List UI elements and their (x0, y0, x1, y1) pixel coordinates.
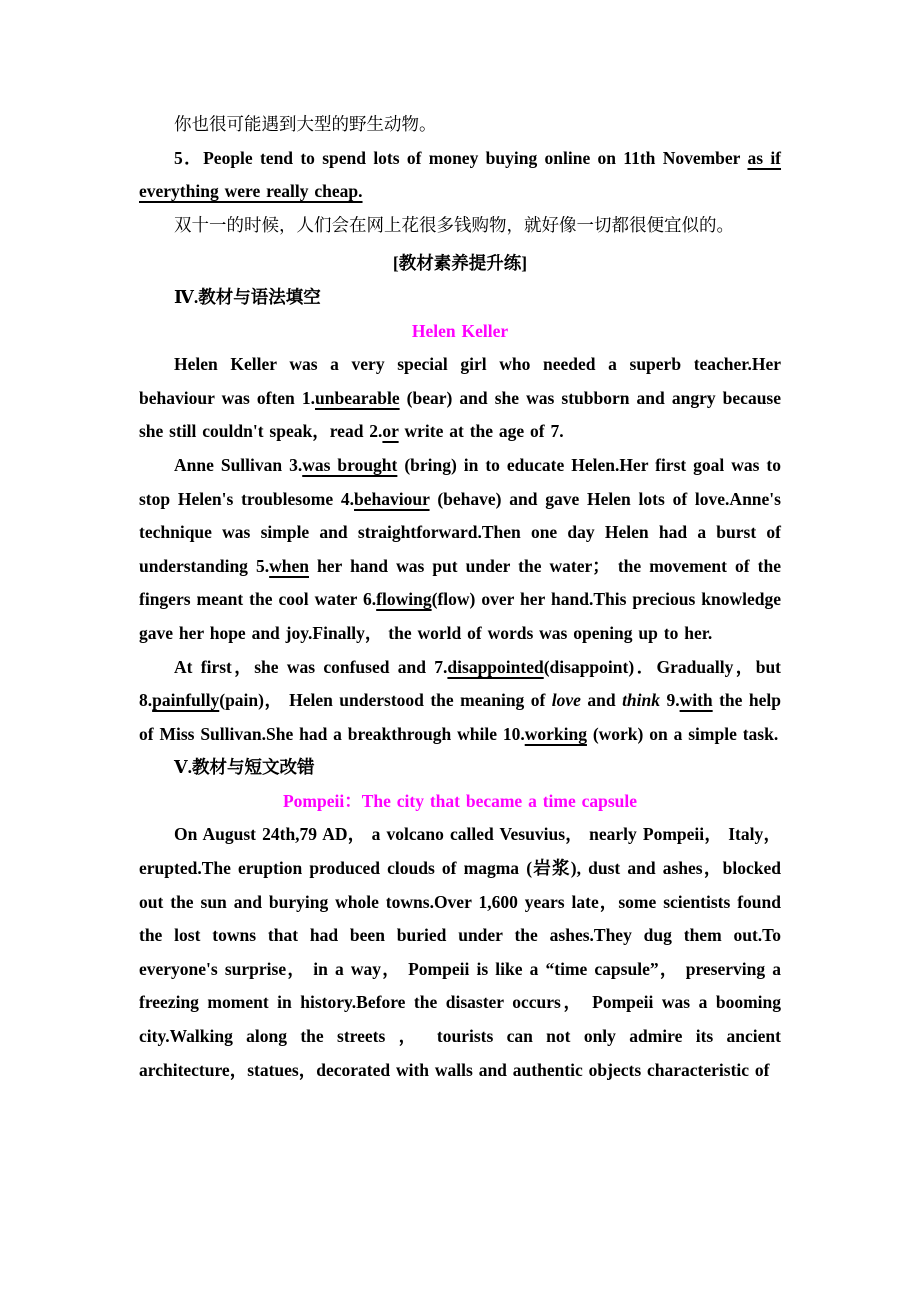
blank-answer: when (269, 555, 309, 576)
text-segment: Anne Sullivan 3. (174, 454, 303, 475)
text-segment: 5．People tend to spend lots of money buying online on 11th November (174, 147, 748, 168)
blank-answer: behaviour (354, 488, 430, 509)
text-segment: (disappoint)．Gradually，but 8. (139, 656, 782, 711)
passage-paragraph (139, 651, 781, 752)
passage-paragraph (139, 818, 781, 1087)
italic-term: love (551, 690, 581, 711)
text-segment: her hand was put under the water； the movement of the fingers meant the cool water 6. (139, 555, 781, 610)
passage-paragraph (139, 348, 781, 449)
blank-answer: with (679, 690, 713, 711)
text-segment: (bear) and she was stubborn and angry because she still couldn't speak，read 2. (139, 387, 781, 442)
text-segment: 9. (660, 690, 680, 711)
text-segment: (pain)， Helen understood the meaning of (219, 690, 552, 711)
text-segment: Helen Keller was a very special girl who needed a superb teacher.Her behaviour was often 1. (139, 354, 781, 408)
blank-answer: working (524, 723, 587, 744)
text-segment: Helen Keller (411, 320, 509, 341)
text-segment: 你也很可能遇到大型的野生动物。 (174, 114, 437, 134)
numbered-sentence (139, 142, 781, 209)
translation-line (139, 209, 781, 243)
section-heading-error-correction (139, 751, 781, 785)
blank-answer: as if everything were really cheap. (139, 147, 782, 202)
text-segment: Pompeii：The city that became a time capsule (282, 790, 638, 811)
italic-term: think (622, 690, 661, 711)
text-segment: and (580, 690, 623, 711)
text-segment: (bring) in to educate Helen.Her first goal was to stop Helen's troublesome 4. (139, 454, 781, 509)
blank-answer: flowing (376, 589, 432, 610)
section-banner (139, 247, 781, 281)
text-segment: Ⅴ.教材与短文改错 (174, 757, 315, 778)
passage-title-helen-keller (139, 315, 781, 349)
text-segment: write at the age of 7. (398, 421, 564, 442)
text-segment: Ⅳ.教材与语法填空 (174, 286, 321, 307)
text-segment: On August 24th,79 AD， a volcano called Vesuvius， nearly Pompeii， Italy， erupted.The eruption produced clouds of magma (岩浆), dust and ashes，blocked out the sun and burying whole towns.Over 1,600 years late，some scientists found the lost towns that had been buried under the ashes.They dug them out.To everyone's surprise， in a way， Pompeii is like a “time capsule”， preserving a freezing moment in history.Before the disaster occurs， Pompeii was a booming city.Walking along the streets ， tourists can not only admire its ancient architecture，statues，decorated with walls and authentic objects characteristic of (139, 824, 781, 1080)
text-segment: At first，she was confused and 7. (174, 656, 448, 677)
blank-answer: painfully (152, 690, 220, 711)
text-segment: (flow) over her hand.This precious knowledge gave her hope and joy.Finally， the world of words was opening up to her. (139, 589, 781, 643)
text-segment: (work) on a simple task. (586, 723, 779, 744)
document-content (139, 108, 781, 1087)
blank-answer: was brought (302, 454, 398, 475)
passage-paragraph (139, 449, 781, 651)
blank-answer: or (382, 421, 399, 442)
text-segment: 双十一的时候，人们会在网上花很多钱购物，就好像一切都很便宜似的。 (174, 214, 734, 235)
text-segment: [教材素养提升练] (392, 253, 528, 274)
passage-title-pompeii (139, 785, 781, 819)
text-segment: (behave) and gave Helen lots of love.Anne's technique was simple and straightforward.Then one day Helen had a burst of understanding 5. (139, 488, 781, 576)
translation-line (139, 108, 781, 142)
blank-answer: disappointed (447, 656, 544, 677)
blank-answer: unbearable (315, 387, 400, 408)
section-heading-grammar-fill (139, 281, 781, 315)
text-segment: the help of Miss Sullivan.She had a breakthrough while 10. (139, 690, 781, 744)
